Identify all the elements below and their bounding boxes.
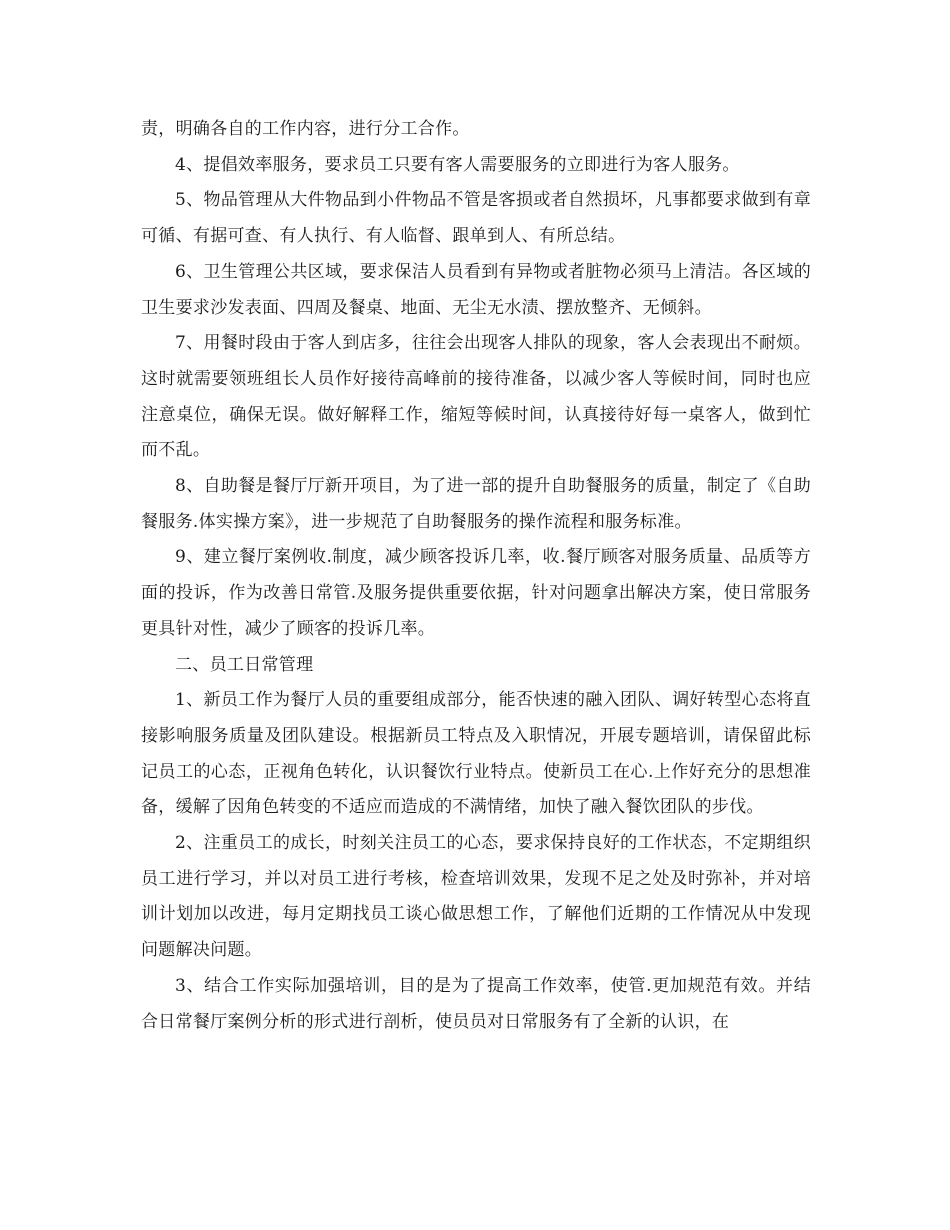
document-body [141,112,811,1040]
paragraph-item-7: 7、用餐时段由于客人到店多，往往会出现客人排队的现象，客人会表现出不耐烦。这时就需要领班组长人员作好接待高峰前的接待准备，以减少客人等候时间，同时也应注意桌位，确保无误。做好解释工作，缩短等候时间，认真接待好每一桌客人，做到忙而不乱。 [141,333,811,461]
paragraph-item-4: 4、提倡效率服务，要求员工只要有客人需要服务的立即进行为客人服务。 [175,154,740,175]
paragraph-staff-2: 2、注重员工的成长，时刻关注员工的心态，要求保持良好的工作状态，不定期组织员工进行学习，并以对员工进行考核，检查培训效果，发现不足之处及时弥补，并对培训计划加以改进，每月定期找员工谈心做思想工作，了解他们近期的工作情况从中发现问题解决问题。 [141,833,811,961]
paragraph-staff-1: 1、新员工作为餐厅人员的重要组成部分，能否快速的融入团队、调好转型心态将直接影响服务质量及团队建设。根据新员工特点及入职情况，开展专题培训，请保留此标记员工的心态，正视角色转化，认识餐饮行业特点。使新员工在心.上作好充分的思想准备，缓解了因角色转变的不适应而造成的不满情绪，加快了融入餐饮团队的步伐。 [141,690,811,818]
section-heading-staff-management: 二、员工日常管理 [175,654,314,675]
paragraph-item-9: 9、建立餐厅案例收.制度，减少顾客投诉几率，收.餐厅顾客对服务质量、品质等方面的投诉，作为改善日常管.及服务提供重要依据，针对问题拿出解决方案，使日常服务更具针对性，减少了顾客的投诉几率。 [141,547,811,639]
paragraph-item-5: 5、物品管理从大件物品到小件物品不管是客损或者自然损坏，凡事都要求做到有章可循、有据可查、有人执行、有人临督、跟单到人、有所总结。 [141,190,811,247]
paragraph-continuation: 责，明确各自的工作内容，进行分工合作。 [141,119,470,139]
paragraph-item-6: 6、卫生管理公共区域，要求保洁人员看到有异物或者脏物必须马上清洁。各区域的卫生要求沙发表面、四周及餐桌、地面、无尘无水渍、摆放整齐、无倾斜。 [141,261,811,318]
paragraph-item-8: 8、自助餐是餐厅厅新开项目，为了进一部的提升自助餐服务的质量，制定了《自助餐服务.体实操方案》，进一步规范了自助餐服务的操作流程和服务标准。 [141,476,811,532]
paragraph-staff-3: 3、结合工作实际加强培训，目的是为了提高工作效率，使管.更加规范有效。并结合日常餐厅案例分析的形式进行剖析，使员员对日常服务有了全新的认识，在 [141,975,811,1032]
